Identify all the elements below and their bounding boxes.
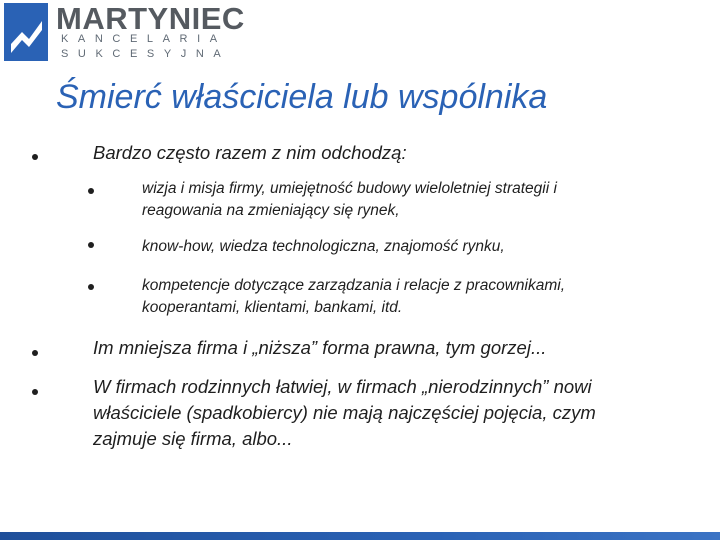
bullet-text: właściciele (spadkobiercy) nie mają najczęściej pojęcia, czym xyxy=(93,402,596,423)
bullet-marker xyxy=(32,389,38,395)
sub-bullet-marker xyxy=(88,242,94,248)
sub-bullet-marker xyxy=(88,188,94,194)
sub-bullet-marker xyxy=(88,284,94,290)
sub-bullet-line: know-how, wiedza technologiczna, znajomość rynku, xyxy=(142,238,505,255)
sub-bullet-line: wizja i misja firmy, umiejętność budowy wieloletniej strategii i xyxy=(142,180,557,197)
slide-title: Śmierć właściciela lub wspólnika xyxy=(56,78,548,116)
bullet-text: W firmach rodzinnych łatwiej, w firmach „nierodzinnych” nowi xyxy=(93,376,592,397)
bullet-marker xyxy=(32,350,38,356)
sub-bullet-line: kooperantami, klientami, bankami, itd. xyxy=(142,299,403,316)
logo-name: MARTYNIEC xyxy=(56,1,245,36)
sub-bullet-line: kompetencje dotyczące zarządzania i relacje z pracownikami, xyxy=(142,277,566,294)
logo-subtitle-1: KANCELARIA xyxy=(61,33,227,45)
bullet-text: Im mniejsza firma i „niższa” forma prawna, tym gorzej... xyxy=(93,337,547,358)
bullet-text: Bardzo często razem z nim odchodzą: xyxy=(93,142,407,163)
bullet-marker xyxy=(32,154,38,160)
bullet-text: zajmuje się firma, albo... xyxy=(93,428,293,449)
sub-bullet-line: reagowania na zmieniający się rynek, xyxy=(142,202,400,219)
logo-subtitle-2: SUKCESYJNA xyxy=(61,48,231,60)
bottom-accent-bar xyxy=(0,532,720,540)
